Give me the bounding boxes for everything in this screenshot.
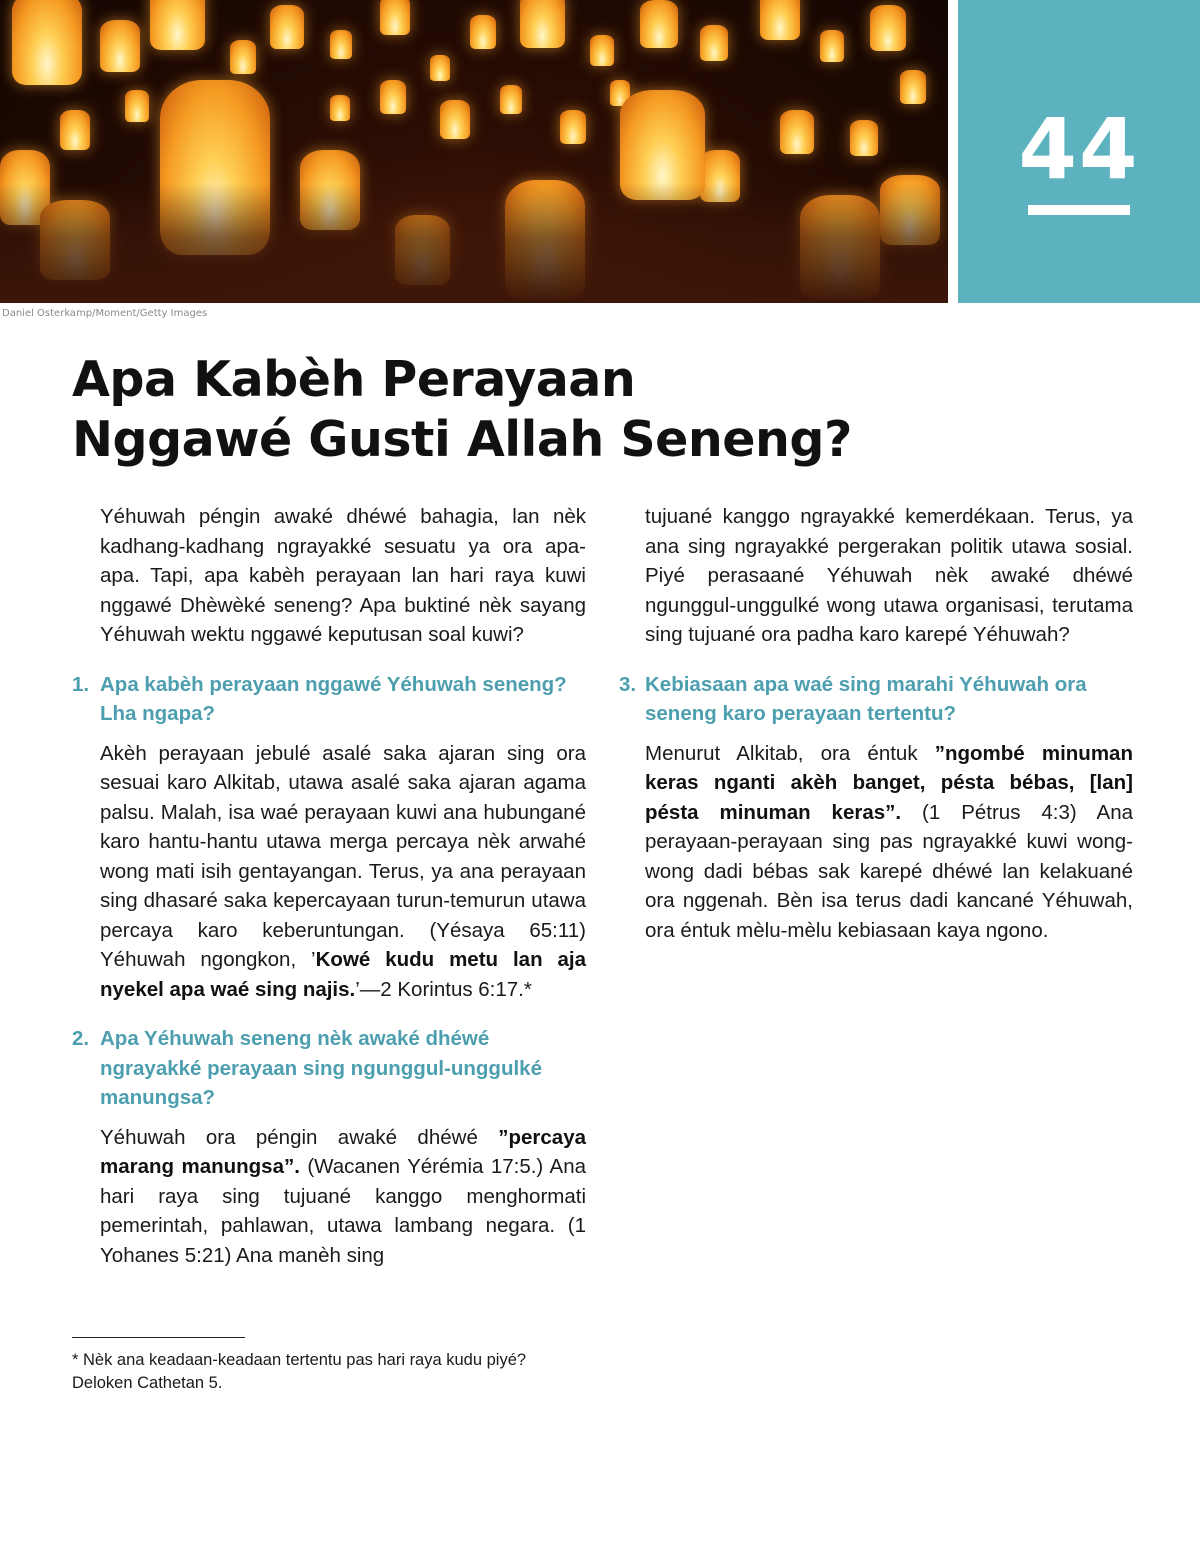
question-3-answer	[619, 739, 1133, 946]
chapter-underline	[1028, 205, 1130, 215]
right-column	[619, 502, 1133, 945]
question-2-text: Apa Yéhuwah seneng nèk awaké dhéwé ngrayakké perayaan sing ngunggul-unggulké manungsa?	[100, 1027, 542, 1109]
question-2-answer-end: (Wacanen Yérémia 17:5.) Ana hari raya sing tujuané kanggo menghormati pemerintah, pahlawan, utawa lambang negara. (1 Yohanes 5:21) Ana manèh sing	[100, 1155, 586, 1267]
question-3-answer-text: Menurut Alkitab, ora éntuk	[645, 741, 935, 765]
question-2-answer-bold: ”percaya marang manungsa”.	[100, 1125, 586, 1178]
photo-credit: Daniel Osterkamp/Moment/Getty Images	[2, 308, 208, 319]
footnote-line-1: * Nèk ana keadaan-keadaan tertentu pas hari raya kudu piyé?	[72, 1351, 527, 1369]
question-1-answer-bold: Kowé kudu metu lan aja nyekel apa waé sing najis.	[100, 948, 586, 1001]
chapter-number-box	[958, 0, 1200, 303]
question-3-number: 3.	[619, 672, 637, 696]
page-title	[72, 350, 892, 470]
question-1-answer-end: ’—2 Korintus 6:17.*	[355, 977, 532, 1001]
question-1-heading	[72, 670, 586, 729]
left-column	[72, 502, 586, 1270]
question-2-answer	[72, 1123, 586, 1271]
question-2-answer-text: Yéhuwah ora péngin awaké dhéwé	[100, 1125, 499, 1149]
question-3-answer-bold: ”ngombé minuman keras nganti akèh banget, pésta bébas, [lan] pésta minuman keras”.	[645, 741, 1133, 824]
question-2-number: 2.	[72, 1027, 90, 1050]
footnote-divider	[72, 1337, 245, 1338]
page-title-line-2: Nggawé Gusti Allah Seneng?	[72, 411, 852, 468]
footnote	[72, 1349, 592, 1395]
sky-lanterns-photo	[0, 0, 948, 303]
footnote-line-2: Deloken Cathetan 5.	[72, 1374, 223, 1392]
question-1-answer-text: Akèh perayaan jebulé asalé saka ajaran sing ora sesuai karo Alkitab, utawa asalé saka ajaran agama palsu. Malah, isa waé perayaan kuwi ana hubungané karo hantu-hantu utawa merga percaya nèk arwahé wong mati isih gentayangan. Terus, ya ana perayaan sing dhasaré saka kepercayaan turun-temurun utawa percaya karo keberuntungan. (Yésaya 65:11) Yéhuwah ngongkon, ’	[100, 741, 586, 971]
question-3-text: Kebiasaan apa waé sing marahi Yéhuwah ora seneng karo perayaan tertentu?	[645, 672, 1087, 725]
question-3-heading	[619, 670, 1133, 729]
page-title-line-1: Apa Kabèh Perayaan	[72, 351, 636, 408]
question-3-answer-end: (1 Pétrus 4:3) Ana perayaan-perayaan sing pas ngrayakké kuwi wong-wong dadi bébas sak karepé dhéwé lan kelakuané ora nggenah. Bèn isa terus dadi kancané Yéhuwah, ora éntuk mèlu-mèlu kebiasaan kaya ngono.	[645, 800, 1133, 942]
intro-paragraph: Yéhuwah péngin awaké dhéwé bahagia, lan nèk kadhang-kadhang ngrayakké sesuatu ya ora apa-apa. Tapi, apa kabèh perayaan lan hari raya kuwi nggawé Dhèwèké seneng? Apa buktiné nèk sayang Yéhuwah wektu nggawé keputusan soal kuwi?	[100, 505, 586, 646]
chapter-number: 44	[1018, 100, 1140, 198]
question-1-answer	[72, 739, 586, 1005]
question-2-heading	[72, 1024, 586, 1113]
question-1-number: 1.	[72, 672, 90, 696]
question-1-text: Apa kabèh perayaan nggawé Yéhuwah seneng? Lha ngapa?	[100, 672, 567, 725]
question-2-answer-continued: tujuané kanggo ngrayakké kemerdékaan. Terus, ya ana sing ngrayakké pergerakan politik utawa sosial. Piyé perasaané Yéhuwah nèk awaké dhéwé ngunggul-unggulké wong utawa organisasi, terutama sing tujuané ora padha karo karepé Yéhuwah?	[645, 505, 1133, 646]
